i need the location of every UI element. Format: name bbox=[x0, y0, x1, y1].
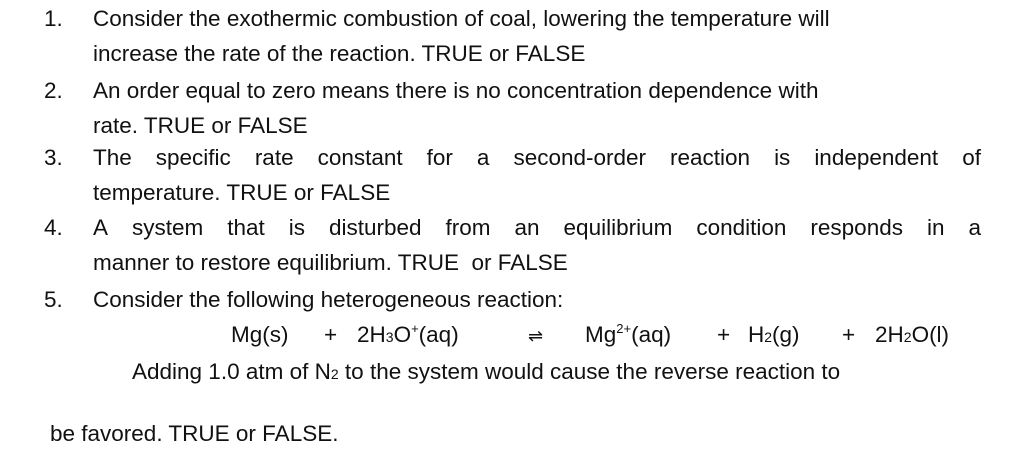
item-4-line-1 bbox=[93, 217, 981, 240]
item-4-line-2: manner to restore equilibrium. TRUE or FALSE bbox=[93, 250, 568, 275]
eq-hydrogen-gas: H2(g) bbox=[748, 322, 800, 347]
item-3-word: specific bbox=[155, 145, 231, 170]
item-4-word: is bbox=[288, 215, 306, 240]
item-1-number: 1. bbox=[44, 6, 63, 31]
eq-water: 2H2O(l) bbox=[875, 322, 950, 347]
item-3-word: of bbox=[962, 145, 981, 170]
item-4-word: from bbox=[445, 215, 491, 240]
item-3-word: independent bbox=[814, 145, 939, 170]
item-3-word: reaction bbox=[670, 145, 751, 170]
item-4-word: that bbox=[227, 215, 265, 240]
eq-plus-2: + bbox=[717, 322, 731, 347]
item-3-word: is bbox=[774, 145, 791, 170]
item-4-word: responds bbox=[810, 215, 903, 240]
item-3-word: second-order bbox=[513, 145, 647, 170]
eq-magnesium-ion: $Mg^{2+}(aq)$ bbox=[585, 321, 672, 347]
item-5-line-3: be favored. TRUE or FALSE. bbox=[50, 421, 339, 446]
item-4-word: a bbox=[968, 215, 981, 240]
item-5-number: 5. bbox=[44, 287, 63, 312]
item-3-word: for bbox=[426, 145, 453, 170]
eq-plus-1: + bbox=[324, 322, 338, 347]
item-3-line-2: temperature. TRUE or FALSE bbox=[93, 180, 391, 205]
item-4-word: system bbox=[132, 215, 204, 240]
item-4-word: A bbox=[93, 215, 109, 240]
eq-plus-3: + bbox=[842, 322, 856, 347]
item-4-word: condition bbox=[696, 215, 787, 240]
item-3-word: constant bbox=[317, 145, 403, 170]
item-4-word: in bbox=[926, 215, 945, 240]
item-3-word: The bbox=[93, 145, 132, 170]
eq-hydronium: 2H3O+(aq) bbox=[357, 321, 459, 347]
equilibrium-arrow-icon: ⇌ bbox=[528, 326, 544, 346]
item-2-number: 2. bbox=[44, 78, 63, 103]
item-3-line-1 bbox=[93, 147, 981, 170]
item-3-number: 3. bbox=[44, 145, 63, 170]
item-5-line-1: Consider the following heterogeneous reaction: bbox=[93, 287, 564, 312]
item-1-line-2: increase the rate of the reaction. TRUE or FALSE bbox=[93, 41, 586, 66]
item-2-line-1: An order equal to zero means there is no concentration dependence with bbox=[93, 78, 819, 103]
item-3-word: rate bbox=[254, 145, 294, 170]
item-5-line-2: Adding 1.0 atm of N2 to the system would cause the reverse reaction to bbox=[132, 359, 841, 384]
item-4-word: an bbox=[514, 215, 540, 240]
item-2-line-2: rate. TRUE or FALSE bbox=[93, 113, 308, 138]
item-3-word: a bbox=[476, 145, 490, 170]
item-1-line-1: Consider the exothermic combustion of coal, lowering the temperature will bbox=[93, 6, 830, 31]
item-4-number: 4. bbox=[44, 215, 63, 240]
eq-magnesium-solid: Mg(s) bbox=[231, 322, 289, 347]
item-4-word: equilibrium bbox=[563, 215, 673, 240]
item-4-word: disturbed bbox=[329, 215, 422, 240]
